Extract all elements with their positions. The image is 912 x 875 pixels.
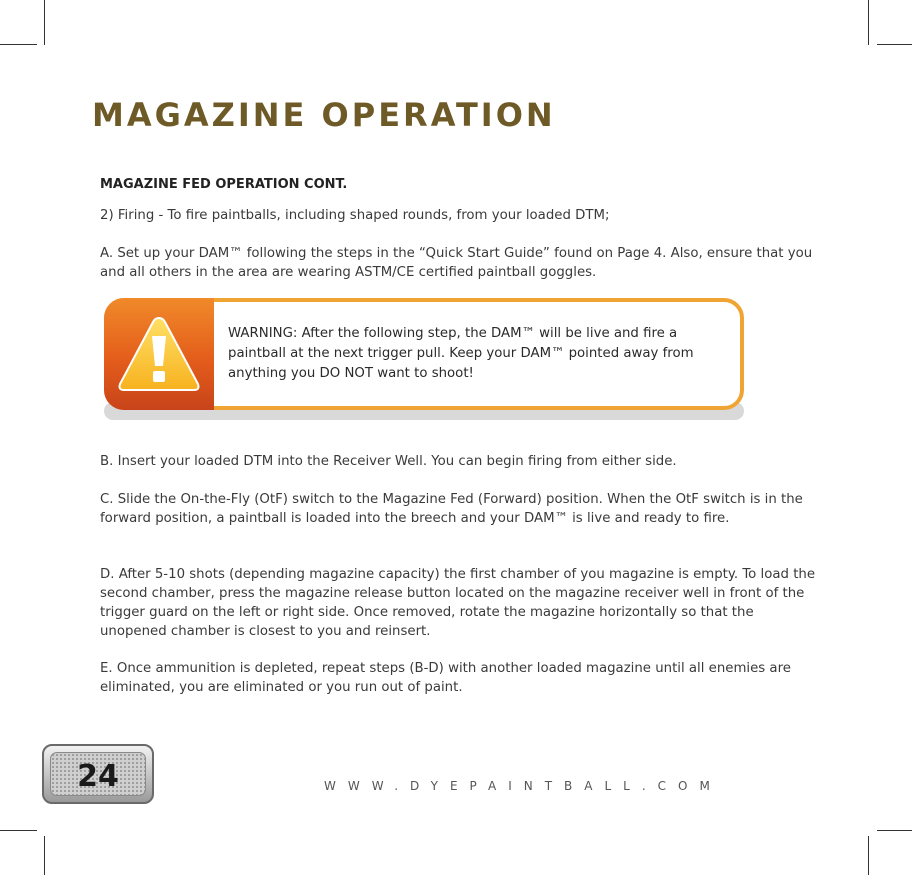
website-url: WWW.DYEPAINTBALL.COM bbox=[324, 779, 722, 793]
crop-mark bbox=[877, 830, 912, 831]
page-title: MAGAZINE OPERATION bbox=[92, 96, 556, 134]
warning-text: WARNING: After the following step, the DAM™ will be live and fire a paintball at the next trigger pull. Keep your DAM™ pointed away from anything you DO NOT want to shoot! bbox=[228, 326, 694, 381]
step-b-paragraph: B. Insert your loaded DTM into the Receiver Well. You can begin firing from either side. bbox=[100, 454, 677, 469]
warning-triangle-icon bbox=[116, 314, 202, 394]
page-number-badge bbox=[42, 744, 154, 804]
crop-mark bbox=[868, 0, 869, 45]
step-a-paragraph: A. Set up your DAM™ following the steps in the “Quick Start Guide” found on Page 4. Also, ensure that you and all others in the area are wearing ASTM/CE certified paintball goggles. bbox=[100, 246, 813, 280]
crop-mark bbox=[44, 0, 45, 45]
crop-mark bbox=[877, 44, 912, 45]
crop-mark bbox=[44, 836, 45, 875]
firing-paragraph: 2) Firing - To fire paintballs, including shaped rounds, from your loaded DTM; bbox=[100, 208, 610, 223]
crop-mark bbox=[868, 836, 869, 875]
crop-mark bbox=[0, 830, 37, 831]
step-c-paragraph: C. Slide the On-the-Fly (OtF) switch to the Magazine Fed (Forward) position. When the OtF switch is in the forward position, a paintball is loaded into the breech and your DAM™ is live and ready to fire. bbox=[100, 492, 803, 526]
warning-icon-panel bbox=[104, 298, 214, 410]
crop-mark bbox=[0, 44, 37, 45]
section-heading: MAGAZINE FED OPERATION CONT. bbox=[100, 177, 348, 192]
page-number: 24 bbox=[77, 759, 119, 794]
step-d-paragraph: D. After 5-10 shots (depending magazine capacity) the first chamber of you magazine is empty. To load the second chamber, press the magazine release button located on the magazine receiver well in front of the trigger guard on the left or right side. Once removed, rotate the magazine horizontally so that the unopened chamber is closest to you and reinsert. bbox=[100, 567, 816, 639]
page-badge-texture bbox=[50, 752, 146, 796]
step-e-paragraph: E. Once ammunition is depleted, repeat steps (B-D) with another loaded magazine until all enemies are eliminated, you are eliminated or you run out of paint. bbox=[100, 661, 791, 695]
